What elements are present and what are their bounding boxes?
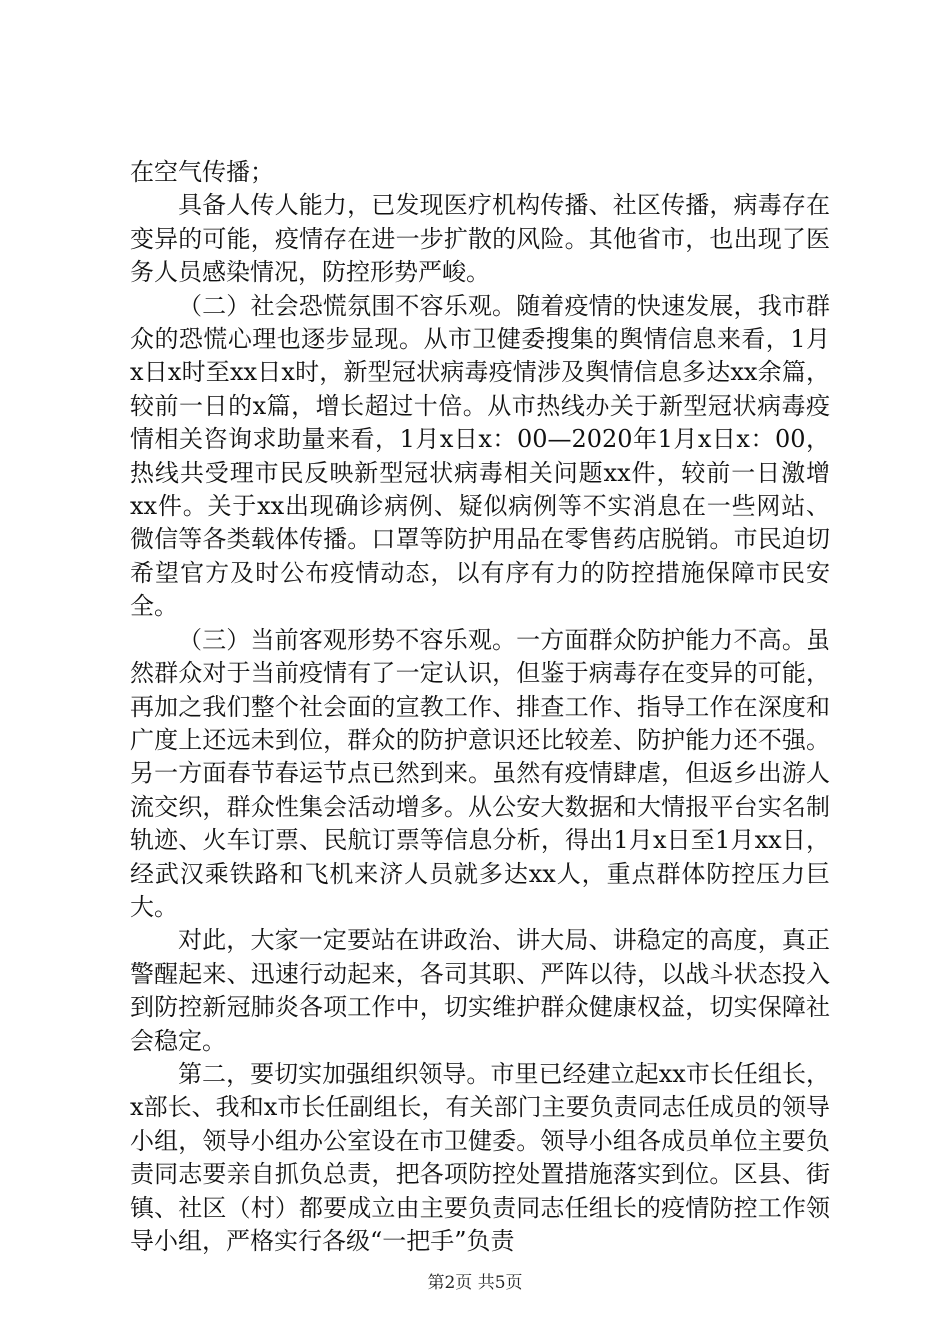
body-paragraph: 具备人传人能力，已发现医疗机构传播、社区传播，病毒存在变异的可能，疫情存在进一步扩散的风险。其他省市，也出现了医务人员感染情况，防控形势严峻。: [130, 191, 830, 287]
page-footer: 第2页 共5页: [427, 1273, 523, 1293]
document-body: [130, 156, 830, 1258]
body-paragraph: （三）当前客观形势不容乐观。一方面群众防护能力不高。虽然群众对于当前疫情有了一定认识，但鉴于病毒存在变异的可能，再加之我们整个社会面的宣教工作、排查工作、指导工作在深度和广度上还远未到位，群众的防护意识还比较差、防护能力还不强。另一方面春节春运节点已然到来。虽然有疫情肆虐，但返乡出游人流交织，群众性集会活动增多。从公安大数据和大情报平台实名制轨迹、火车订票、民航订票等信息分析，得出1月x日至1月xx日，经武汉乘铁路和飞机来济人员就多达xx人，重点群体防控压力巨大。: [130, 625, 830, 921]
body-paragraph: 对此，大家一定要站在讲政治、讲大局、讲稳定的高度，真正警醒起来、迅速行动起来，各司其职、严阵以待，以战斗状态投入到防控新冠肺炎各项工作中，切实维护群众健康权益，切实保障社会稳定。: [130, 926, 830, 1055]
body-paragraph: 在空气传播；: [130, 158, 274, 186]
body-paragraph: 第二，要切实加强组织领导。市里已经建立起xx市长任组长，x部长、我和x市长任副组长，有关部门主要负责同志任成员的领导小组，领导小组办公室设在市卫健委。领导小组各成员单位主要负责同志要亲自抓负总责，把各项防控处置措施落实到位。区县、街镇、社区（村）都要成立由主要负责同志任组长的疫情防控工作领导小组，严格实行各级“一把手”负责: [130, 1059, 830, 1255]
body-paragraph: （二）社会恐慌氛围不容乐观。随着疫情的快速发展，我市群众的恐慌心理也逐步显现。从市卫健委搜集的舆情信息来看，1月x日x时至xx日x时，新型冠状病毒疫情涉及舆情信息多达xx余篇，较前一日的x篇，增长超过十倍。从市热线办关于新型冠状病毒疫情相关咨询求助量来看，1月x日x：00—2020年1月x日x：00，热线共受理市民反映新型冠状病毒相关问题xx件，较前一日激增xx件。关于xx出现确诊病例、疑似病例等不实消息在一些网站、微信等各类载体传播。口罩等防护用品在零售药店脱销。市民迫切希望官方及时公布疫情动态，以有序有力的防控措施保障市民安全。: [130, 291, 830, 621]
